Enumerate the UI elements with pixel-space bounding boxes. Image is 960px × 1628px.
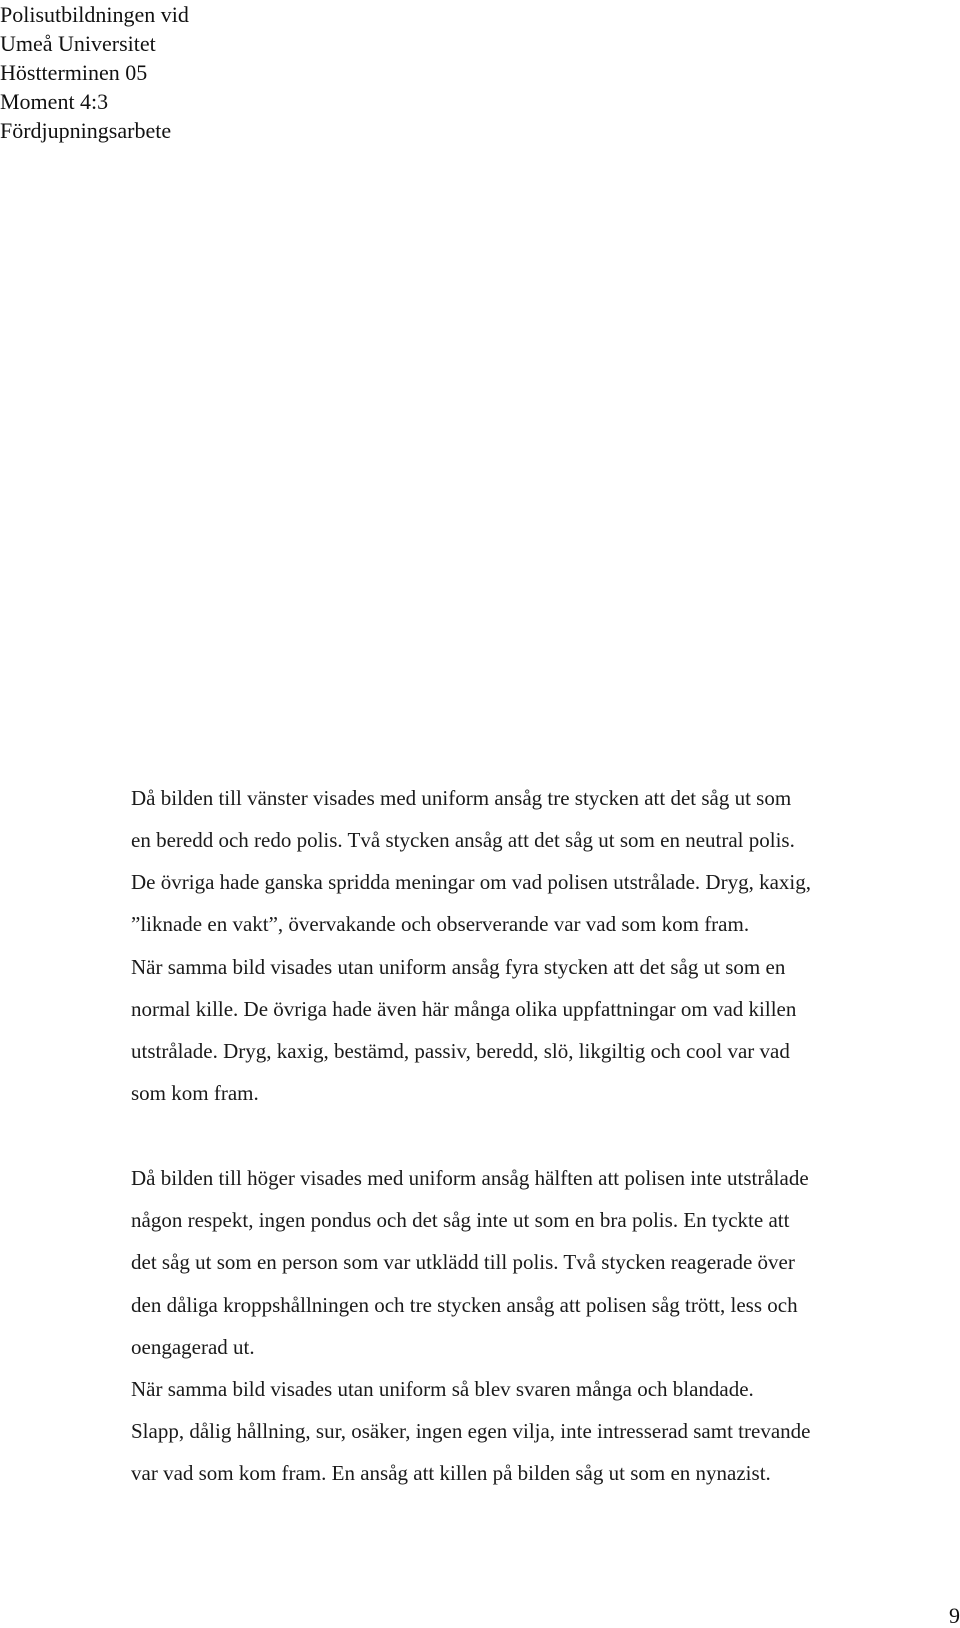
text-line: De övriga hade ganska spridda meningar om vad polisen utstrålade. Dryg, kaxig, — [131, 870, 811, 894]
header-line-institution: Polisutbildningen vid — [0, 2, 189, 27]
text-line: den dåliga kroppshållningen och tre stycken ansåg att polisen såg trött, less och — [131, 1293, 798, 1317]
text-line: utstrålade. Dryg, kaxig, bestämd, passiv, beredd, slö, likgiltig och cool var vad — [131, 1039, 790, 1063]
text-line: ”liknade en vakt”, övervakande och observerande var vad som kom fram. — [131, 912, 750, 936]
text-line: Då bilden till höger visades med uniform ansåg hälften att polisen inte utstrålade — [131, 1166, 809, 1190]
text-line: oengagerad ut. — [131, 1335, 255, 1359]
text-line: en beredd och redo polis. Två stycken ansåg att det såg ut som en neutral polis. — [131, 828, 795, 852]
text-line: När samma bild visades utan uniform så blev svaren många och blandade. — [131, 1377, 754, 1401]
text-line: Då bilden till vänster visades med uniform ansåg tre stycken att det såg ut som — [131, 786, 792, 810]
text-line: det såg ut som en person som var utklädd till polis. Två stycken reagerade över — [131, 1250, 795, 1274]
text-line: någon respekt, ingen pondus och det såg inte ut som en bra polis. En tyckte att — [131, 1208, 790, 1232]
header-line-module: Moment 4:3 — [0, 89, 109, 114]
text-line: som kom fram. — [131, 1081, 259, 1105]
header-line-university: Umeå Universitet — [0, 31, 156, 56]
text-line: När samma bild visades utan uniform ansåg fyra stycken att det såg ut som en — [131, 955, 786, 979]
page-number: 9 — [949, 1603, 960, 1628]
document-header — [0, 0, 189, 145]
text-line: Slapp, dålig hållning, sur, osäker, ingen egen vilja, inte intresserad samt trevande — [131, 1419, 811, 1443]
text-line: var vad som kom fram. En ansåg att killen på bilden såg ut som en nynazist. — [131, 1461, 771, 1485]
text-line: normal kille. De övriga hade även här många olika uppfattningar om vad killen — [131, 997, 797, 1021]
header-line-assignment: Fördjupningsarbete — [0, 118, 172, 143]
header-line-term: Höstterminen 05 — [0, 60, 148, 85]
